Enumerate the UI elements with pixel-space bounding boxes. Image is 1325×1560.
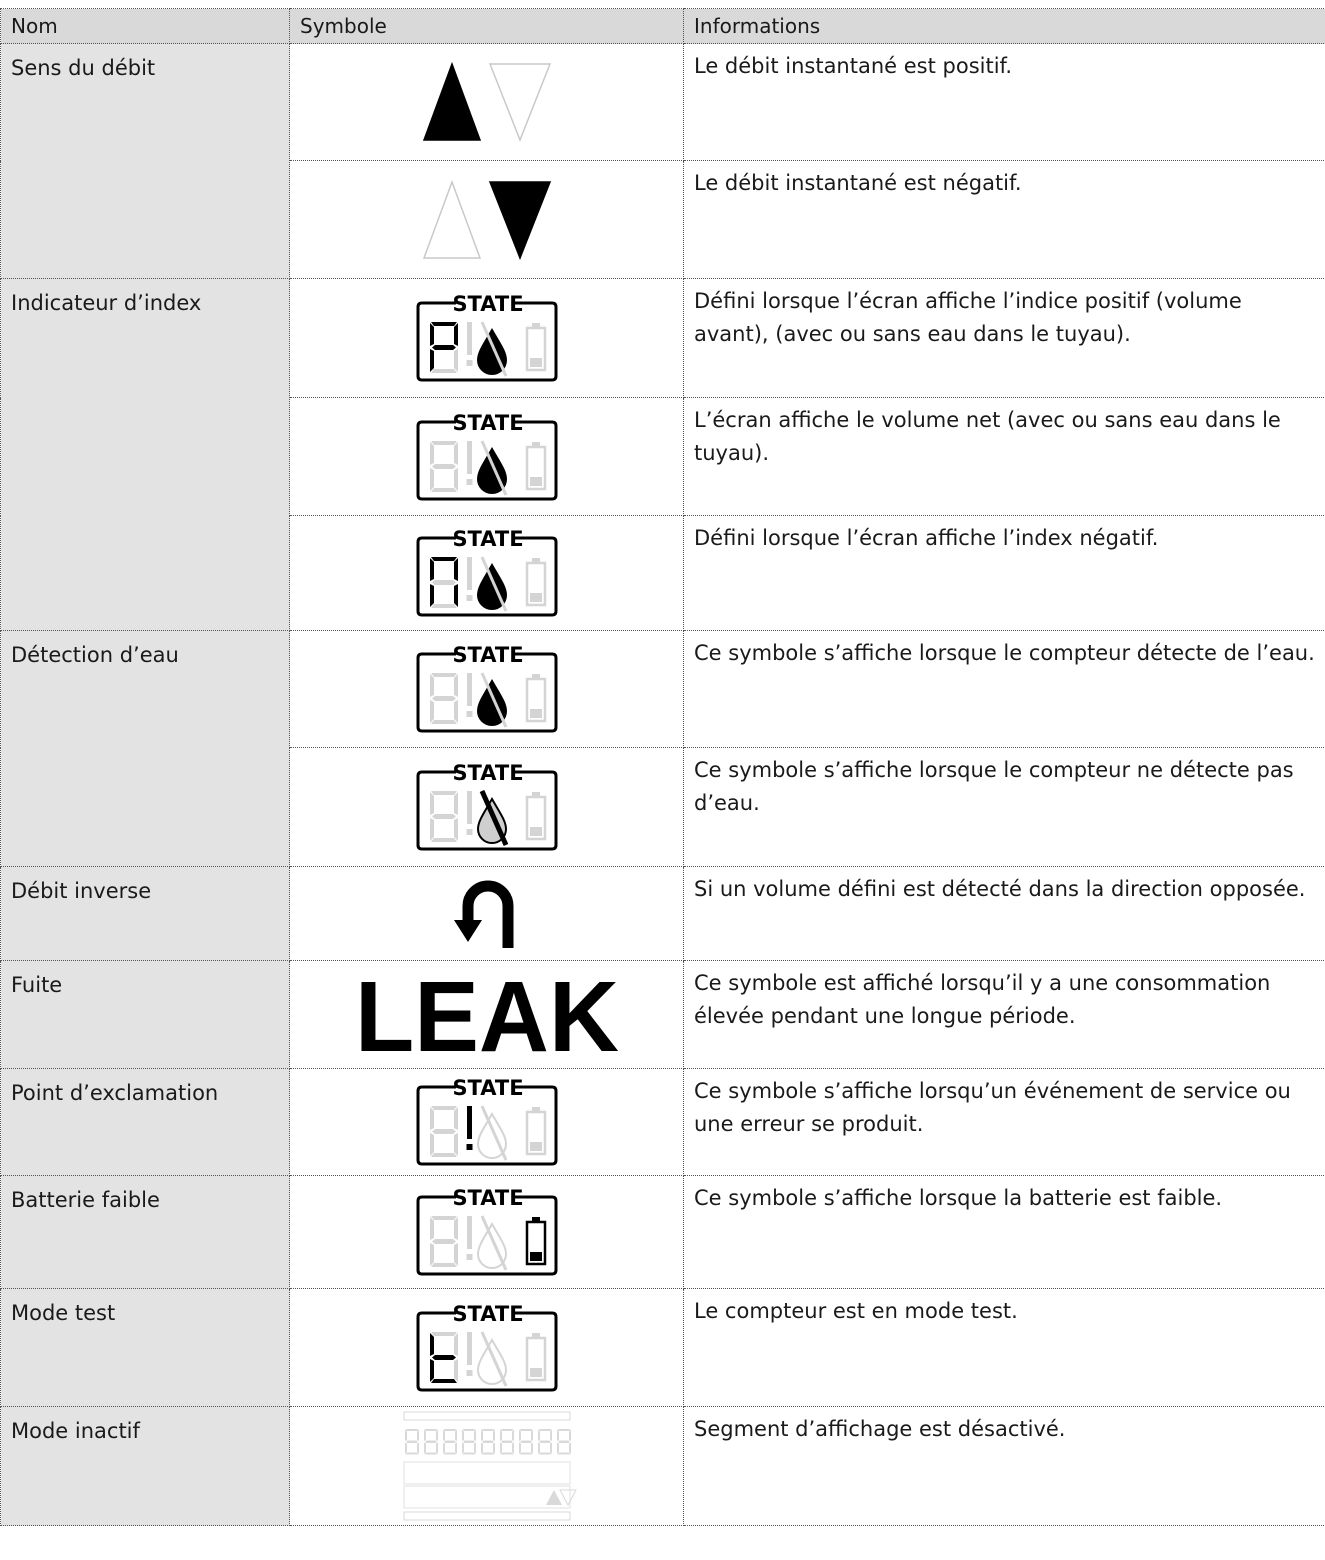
- row-info: Segment d’affichage est désactivé.: [684, 1407, 1325, 1526]
- row-info: Défini lorsque l’écran affiche l’index négatif.: [684, 516, 1325, 631]
- row-name: Détection d’eau: [1, 631, 290, 867]
- row-name: Mode inactif: [1, 1407, 290, 1526]
- row-symbol: [290, 398, 684, 516]
- row-symbol: [290, 1069, 684, 1176]
- row-info: Le compteur est en mode test.: [684, 1289, 1325, 1407]
- row-info: Ce symbole s’affiche lorsque la batterie est faible.: [684, 1176, 1325, 1289]
- row-name: Débit inverse: [1, 867, 290, 961]
- row-info: Défini lorsque l’écran affiche l’indice positif (volume avant), (avec ou sans eau dans le tuyau).: [684, 279, 1325, 398]
- row-info: Ce symbole s’affiche lorsque le compteur détecte de l’eau.: [684, 631, 1325, 748]
- row-info: Ce symbole est affiché lorsqu’il y a une consommation élevée pendant une longue période.: [684, 961, 1325, 1069]
- svg-text:STATE: STATE: [451, 294, 524, 316]
- header-name: Nom: [1, 9, 290, 44]
- lcd-full-inactive-icon: [396, 1410, 578, 1522]
- row-name: Point d’exclamation: [1, 1069, 290, 1176]
- flow-positive-icon: [422, 62, 552, 142]
- row-info: Ce symbole s’affiche lorsqu’un événement de service ou une erreur se produit.: [684, 1069, 1325, 1176]
- state-display-icon: [416, 763, 558, 851]
- row-info: Le débit instantané est négatif.: [684, 161, 1325, 279]
- row-info: Ce symbole s’affiche lorsque le compteur ne détecte pas d’eau.: [684, 748, 1325, 867]
- flow-negative-icon: [422, 180, 552, 260]
- row-info: Le débit instantané est positif.: [684, 44, 1325, 161]
- row-symbol: [290, 867, 684, 961]
- table-row: [1, 1407, 1325, 1526]
- table-row: [1, 1069, 1325, 1176]
- row-info: Si un volume défini est détecté dans la direction opposée.: [684, 867, 1325, 961]
- symbols-table: [0, 8, 1325, 1526]
- svg-text:STATE: STATE: [451, 763, 524, 785]
- table-row: [1, 279, 1325, 398]
- row-symbol: [290, 631, 684, 748]
- row-symbol: [290, 516, 684, 631]
- row-symbol: [290, 44, 684, 161]
- row-symbol: [290, 748, 684, 867]
- state-display-icon: [416, 413, 558, 501]
- table-row: [1, 961, 1325, 1069]
- svg-text:STATE: STATE: [451, 412, 524, 435]
- row-name: Batterie faible: [1, 1176, 290, 1289]
- leak-icon: [352, 973, 622, 1057]
- reverse-flow-icon: [452, 878, 522, 950]
- row-name: Indicateur d’index: [1, 279, 290, 631]
- row-symbol: [290, 1407, 684, 1526]
- row-name: Fuite: [1, 961, 290, 1069]
- table-row: [1, 867, 1325, 961]
- row-symbol: [290, 1289, 684, 1407]
- table-row: [1, 631, 1325, 748]
- state-display-icon: [416, 529, 558, 617]
- header-row: [1, 9, 1325, 44]
- table-row: [1, 44, 1325, 161]
- svg-text:STATE: STATE: [451, 645, 524, 667]
- state-display-icon: [416, 1188, 558, 1276]
- svg-text:STATE: STATE: [451, 529, 524, 551]
- svg-text:STATE: STATE: [451, 1078, 524, 1100]
- state-display-icon: [416, 294, 558, 382]
- row-name: Mode test: [1, 1289, 290, 1407]
- row-info: L’écran affiche le volume net (avec ou sans eau dans le tuyau).: [684, 398, 1325, 516]
- table-row: [1, 1176, 1325, 1289]
- leak-label: LEAK: [354, 972, 619, 1057]
- state-display-icon: [416, 645, 558, 733]
- state-display-icon: [416, 1078, 558, 1166]
- row-symbol: [290, 961, 684, 1069]
- state-display-icon: [416, 1304, 558, 1392]
- row-symbol: [290, 1176, 684, 1289]
- svg-text:STATE: STATE: [451, 1303, 524, 1326]
- header-info: Informations: [684, 9, 1325, 44]
- row-name: Sens du débit: [1, 44, 290, 279]
- table-row: [1, 1289, 1325, 1407]
- table-body: [1, 44, 1325, 1526]
- row-symbol: [290, 161, 684, 279]
- row-symbol: [290, 279, 684, 398]
- header-symbol: Symbole: [290, 9, 684, 44]
- svg-text:STATE: STATE: [451, 1188, 524, 1210]
